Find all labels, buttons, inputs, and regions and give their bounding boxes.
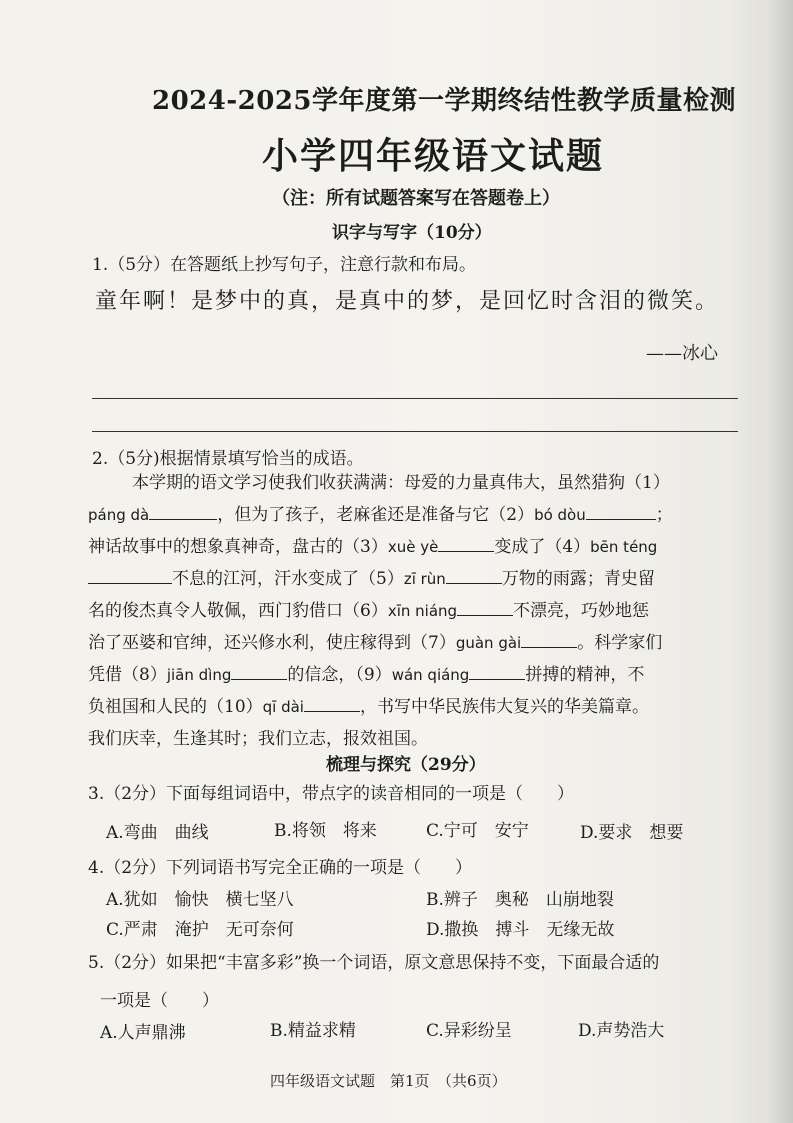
passage-line bbox=[88, 531, 738, 563]
answer-blank-4 bbox=[88, 567, 172, 584]
answer-blank-3 bbox=[438, 535, 494, 552]
pinyin-9: wán qiáng bbox=[391, 666, 470, 684]
passage-text: 神话故事中的想象真神奇，盘古的（3） bbox=[88, 537, 388, 557]
passage-text: 拼搏的精神，不 bbox=[525, 665, 645, 685]
question-1-stem: 1.（5分）在答题纸上抄写句子，注意行款和布局。 bbox=[92, 255, 477, 275]
pinyin-3: xuè yè bbox=[387, 538, 439, 556]
passage-text: 凭借（8） bbox=[88, 665, 167, 685]
passage-line bbox=[88, 595, 738, 627]
passage-text: 我们庆幸，生逢其时；我们立志，报效祖国。 bbox=[88, 729, 428, 749]
passage-text: 本学期的语文学习使我们收获满满：母爱的力量真伟大，虽然猎狗（1） bbox=[132, 473, 670, 493]
passage-line bbox=[88, 627, 738, 659]
passage-text: 治了巫婆和官绅，还兴修水利，使庄稼得到（7） bbox=[88, 633, 456, 653]
paper-edge bbox=[767, 0, 793, 1123]
passage-text: 不漂亮，巧妙地惩 bbox=[513, 601, 650, 621]
question-2-stem: 2.（5分)根据情景填写恰当的成语。 bbox=[92, 449, 364, 469]
passage-text: ； bbox=[655, 505, 673, 525]
question-4-stem: 4.（2分）下列词语书写完全正确的一项是（ ） bbox=[88, 858, 473, 878]
passage-line bbox=[88, 467, 738, 499]
passage-text: 名的俊杰真令人敬佩，西门豹借口（6） bbox=[88, 601, 388, 621]
question-3-option-a: A.弯曲 曲线 bbox=[106, 823, 209, 843]
answer-blank-2 bbox=[586, 503, 656, 520]
passage-text: 万物的雨露；青史留 bbox=[501, 569, 655, 589]
answer-blank-10 bbox=[304, 695, 360, 712]
answer-blank-1 bbox=[149, 503, 217, 520]
answer-blank-8 bbox=[231, 663, 287, 680]
pinyin-5: zī rùn bbox=[403, 570, 446, 588]
question-5-option-b: B.精益求精 bbox=[270, 1021, 356, 1041]
answer-blank-7 bbox=[521, 631, 577, 648]
page-footer: 四年级语文试题 第1页 （共6页） bbox=[270, 1072, 507, 1090]
passage-text: ，书写中华民族伟大复兴的华美篇章。 bbox=[359, 697, 649, 717]
question-3-option-d: D.要求 想要 bbox=[580, 823, 684, 843]
question-5-option-d: D.声势浩大 bbox=[578, 1021, 665, 1041]
passage-text: ，但为了孩子，老麻雀还是准备与它（2） bbox=[217, 505, 535, 525]
question-5-stem: 5.（2分）如果把“丰富多彩”换一个词语，原文意思保持不变，下面最合适的 bbox=[88, 953, 660, 973]
main-title: 小学四年级语文试题 bbox=[262, 135, 605, 177]
question-3-option-c: C.宁可 安宁 bbox=[426, 821, 529, 841]
question-1-author: ——冰心 bbox=[646, 343, 718, 364]
passage-text: 不息的江河，汗水变成了（5） bbox=[172, 569, 404, 589]
pinyin-10: qī dài bbox=[262, 698, 304, 716]
section-title-1: 识字与写字（10分） bbox=[332, 223, 492, 243]
writing-line-1 bbox=[92, 398, 738, 399]
pinyin-7: guàn gài bbox=[455, 634, 522, 652]
answer-blank-6 bbox=[457, 599, 513, 616]
section-title-2: 梳理与探究（29分） bbox=[326, 755, 486, 775]
question-3-option-b: B.将领 将来 bbox=[274, 821, 377, 841]
question-4-option-b: B.辨子 奥秘 山崩地裂 bbox=[426, 890, 614, 910]
passage-line bbox=[88, 499, 738, 531]
answer-blank-5 bbox=[446, 567, 502, 584]
passage-text: 负祖国和人民的（10） bbox=[88, 697, 263, 717]
passage-text: 的信念，（9） bbox=[287, 665, 392, 685]
passage-text: 变成了（4） bbox=[494, 537, 591, 557]
exam-title: 2024-2025学年度第一学期终结性教学质量检测 bbox=[152, 86, 737, 116]
pinyin-8: jiān dìng bbox=[166, 666, 232, 684]
answer-blank-9 bbox=[469, 663, 525, 680]
pinyin-6: xīn niáng bbox=[387, 602, 458, 620]
pinyin-1: páng dà bbox=[88, 506, 150, 524]
passage-text: 。科学家们 bbox=[577, 633, 663, 653]
question-4-option-d: D.撒换 搏斗 无缘无故 bbox=[426, 920, 615, 940]
question-1-sentence: 童年啊！是梦中的真，是真中的梦，是回忆时含泪的微笑。 bbox=[95, 289, 720, 314]
question-4-option-c: C.严肃 淹护 无可奈何 bbox=[106, 920, 294, 940]
question-5-option-c: C.异彩纷呈 bbox=[426, 1021, 512, 1041]
exam-note: （注：所有试题答案写在答题卷上） bbox=[272, 188, 560, 209]
question-5-option-a: A.人声鼎沸 bbox=[100, 1023, 186, 1043]
question-4-option-a: A.犹如 愉快 横七坚八 bbox=[106, 890, 294, 910]
pinyin-4: bēn téng bbox=[590, 538, 658, 556]
question-3-stem: 3.（2分）下面每组词语中，带点字的读音相同的一项是（ ） bbox=[88, 784, 575, 804]
passage-line bbox=[88, 691, 738, 723]
question-5-stem-continued: 一项是（ ） bbox=[100, 991, 219, 1011]
question-2-passage bbox=[88, 467, 738, 755]
passage-line bbox=[88, 563, 738, 595]
writing-line-2 bbox=[92, 431, 738, 432]
pinyin-2: bó dòu bbox=[534, 506, 586, 524]
passage-line bbox=[88, 659, 738, 691]
